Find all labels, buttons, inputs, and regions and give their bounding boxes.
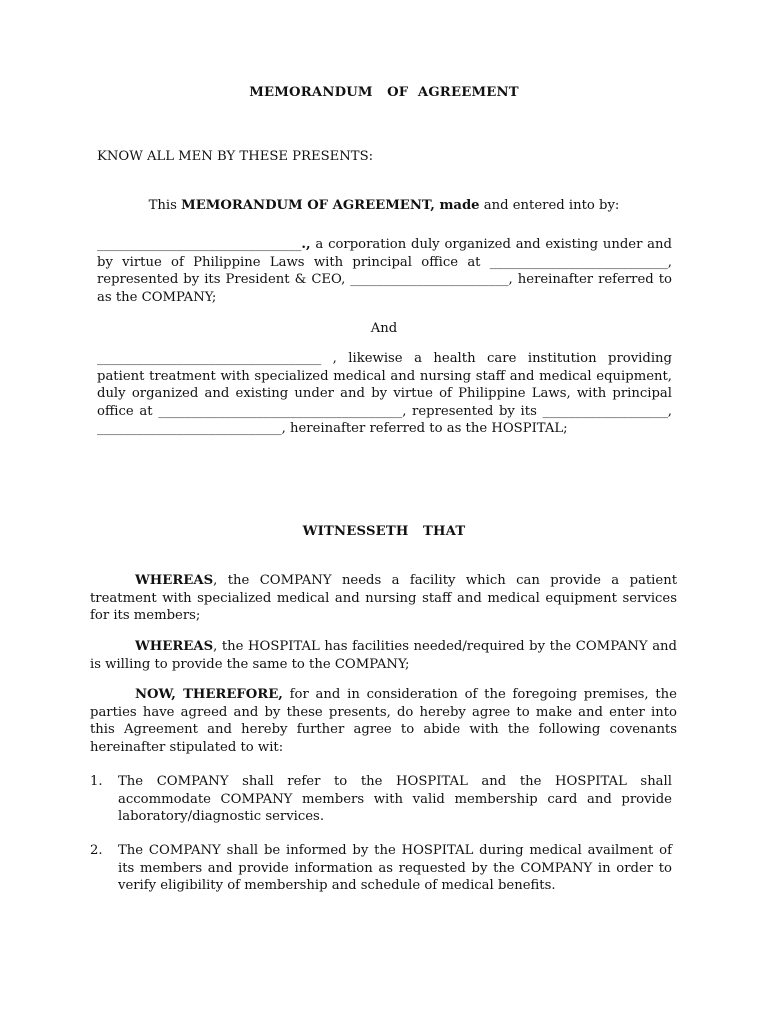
know-all-men-heading: KNOW ALL MEN BY THESE PRESENTS: bbox=[97, 149, 374, 164]
intro-prefix: This bbox=[148, 198, 182, 213]
party-company-paragraph bbox=[97, 236, 672, 306]
now-therefore-text: for and in consideration of the foregoing premises, the parties have agreed and by these presents, do hereby agree to make and enter into this Agreement and hereby further agree to abide with the following covenants hereinafter stipulated to wit: bbox=[90, 687, 682, 755]
party-hospital-paragraph: __________________________________ , likewise a health care institution providing patient treatment with specialized medical and nursing staff and medical equipment, duly organized and existing under and by virtue of Philippine Laws, with principal office at _____________________________________, represented by its ___________________, ____________________________, hereinafter referred to as the HOSPITAL; bbox=[97, 351, 672, 437]
whereas-2-bold: WHEREAS bbox=[135, 639, 214, 654]
company-name-blank: _______________________________ bbox=[97, 237, 302, 252]
now-therefore-clause bbox=[90, 686, 682, 756]
covenant-text: The COMPANY shall refer to the HOSPITAL and the HOSPITAL shall accommodate COMPANY members with valid membership card and provide laboratory/diagnostic services. bbox=[118, 774, 672, 825]
and-label: And bbox=[370, 321, 398, 336]
intro-suffix: and entered into by: bbox=[479, 198, 620, 213]
intro-line bbox=[0, 197, 768, 215]
intro-bold: MEMORANDUM OF AGREEMENT, made bbox=[181, 198, 480, 213]
covenant-number: 2. bbox=[90, 843, 103, 858]
whereas-2-text: , the HOSPITAL has facilities needed/required by the COMPANY and is willing to provide the same to the COMPANY; bbox=[90, 639, 677, 672]
covenant-text: The COMPANY shall be informed by the HOSPITAL during medical availment of its members and provide information as requested by the COMPANY in order to verify eligibility of membership and schedule of medical benefits. bbox=[118, 843, 672, 894]
whereas-1-text: , the COMPANY needs a facility which can provide a patient treatment with specialized medical and nursing staff and medical equipment services for its members; bbox=[90, 573, 677, 624]
covenant-number: 1. bbox=[90, 774, 103, 789]
party-company-text: a corporation duly organized and existing under and by virtue of Philippine Laws with principal office at ___________________________, represented by its President & CEO, ________________________, hereinafter referred to as the COMPANY; bbox=[97, 237, 672, 305]
now-therefore-bold: NOW, THEREFORE, bbox=[135, 687, 283, 702]
whereas-1-bold: WHEREAS bbox=[135, 573, 214, 588]
company-bold-mark: ., bbox=[301, 237, 311, 252]
document-title: MEMORANDUM OF AGREEMENT bbox=[249, 85, 519, 100]
whereas-clause-1 bbox=[90, 572, 677, 625]
whereas-clause-2 bbox=[90, 638, 677, 673]
witnesseth-heading: WITNESSETH THAT bbox=[302, 524, 466, 539]
